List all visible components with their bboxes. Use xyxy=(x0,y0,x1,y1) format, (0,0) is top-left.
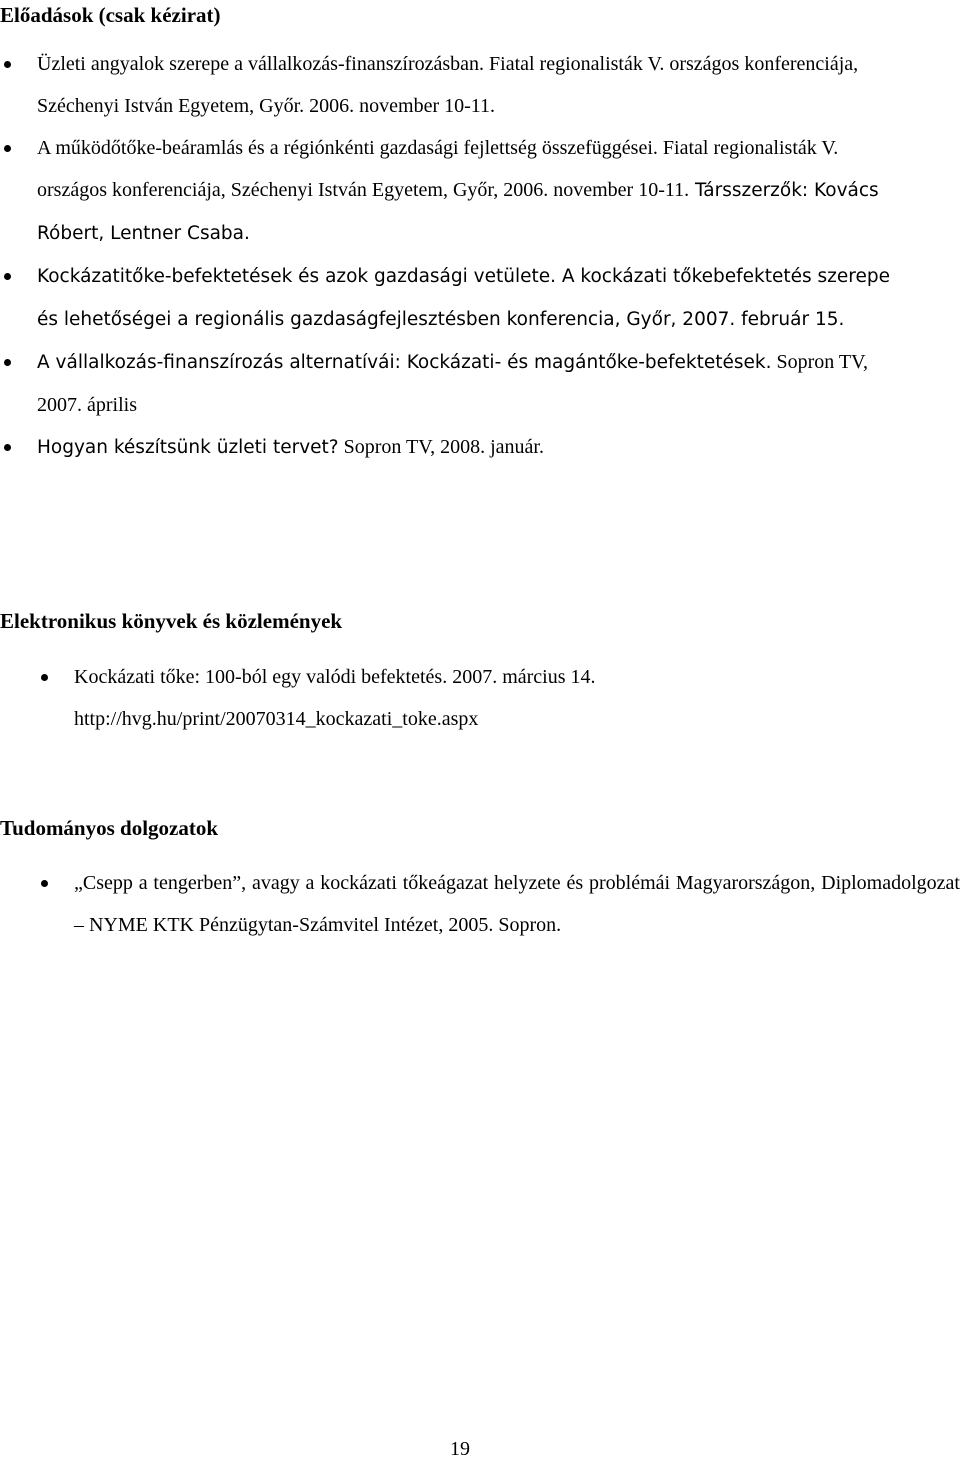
lecture-text: Kockázatitőke-befektetések és azok gazdasági vetülete. A kockázati tőkebefektetés szerepe és lehetőségei a regionális gazdaságfejlesztésben konferencia, Győr, 2007. február 15. xyxy=(37,266,890,330)
page-number: 19 xyxy=(450,1438,470,1460)
lecture-venue-text: Sopron TV, 2008. január. xyxy=(338,436,544,458)
lectures-list xyxy=(37,43,897,469)
thesis-text: „Csepp a tengerben”, avagy a kockázati tőkeágazat helyzete és problémái Magyarországon, Diplomadolgozat – NYME KTK Pénzügytan-Számvitel Intézet, 2005. Sopron. xyxy=(74,872,960,936)
list-item xyxy=(37,43,897,127)
list-item xyxy=(37,255,897,341)
ebook-text: Kockázati tőke: 100-ból egy valódi befektetés. 2007. március 14. http://hvg.hu/print/20070314_kockazati_toke.aspx xyxy=(74,666,596,730)
list-item xyxy=(37,426,897,469)
section-heading-lectures: Előadások (csak kézirat) xyxy=(0,3,221,27)
section-heading-theses: Tudományos dolgozatok xyxy=(0,816,219,840)
bullet-icon xyxy=(4,273,11,280)
list-item xyxy=(37,341,897,426)
lecture-text: A vállalkozás-finanszírozás alternatívái: Kockázati- és magántőke-befektetések. xyxy=(37,352,772,373)
list-item xyxy=(74,656,914,740)
lecture-coauthors-text: Társszerzők: Kovács Róbert, Lentner Csaba. xyxy=(37,180,879,244)
bullet-icon xyxy=(41,880,48,887)
theses-list xyxy=(74,862,960,946)
ebooks-list xyxy=(74,656,914,740)
bullet-icon xyxy=(41,674,48,681)
bullet-icon xyxy=(4,359,11,366)
bullet-icon xyxy=(4,444,11,451)
lecture-venue-text: Sopron TV, 2007. április xyxy=(37,351,869,416)
lecture-text: A működőtőke-beáramlás és a régiónkénti gazdasági fejlettség összefüggései. Fiatal regionalisták V. országos konferenciája, Széchenyi István Egyetem, Győr, 2006. november 10-11. xyxy=(37,137,839,201)
bullet-icon xyxy=(4,61,11,68)
list-item xyxy=(74,862,960,946)
bullet-icon xyxy=(4,145,11,152)
list-item xyxy=(37,127,897,255)
section-heading-ebooks: Elektronikus könyvek és közlemények xyxy=(0,609,343,633)
lecture-text: Üzleti angyalok szerepe a vállalkozás-finanszírozásban. Fiatal regionalisták V. országos konferenciája, Széchenyi István Egyetem, Győr. 2006. november 10-11. xyxy=(37,53,859,117)
lecture-text: Hogyan készítsünk üzleti tervet? xyxy=(37,437,339,458)
